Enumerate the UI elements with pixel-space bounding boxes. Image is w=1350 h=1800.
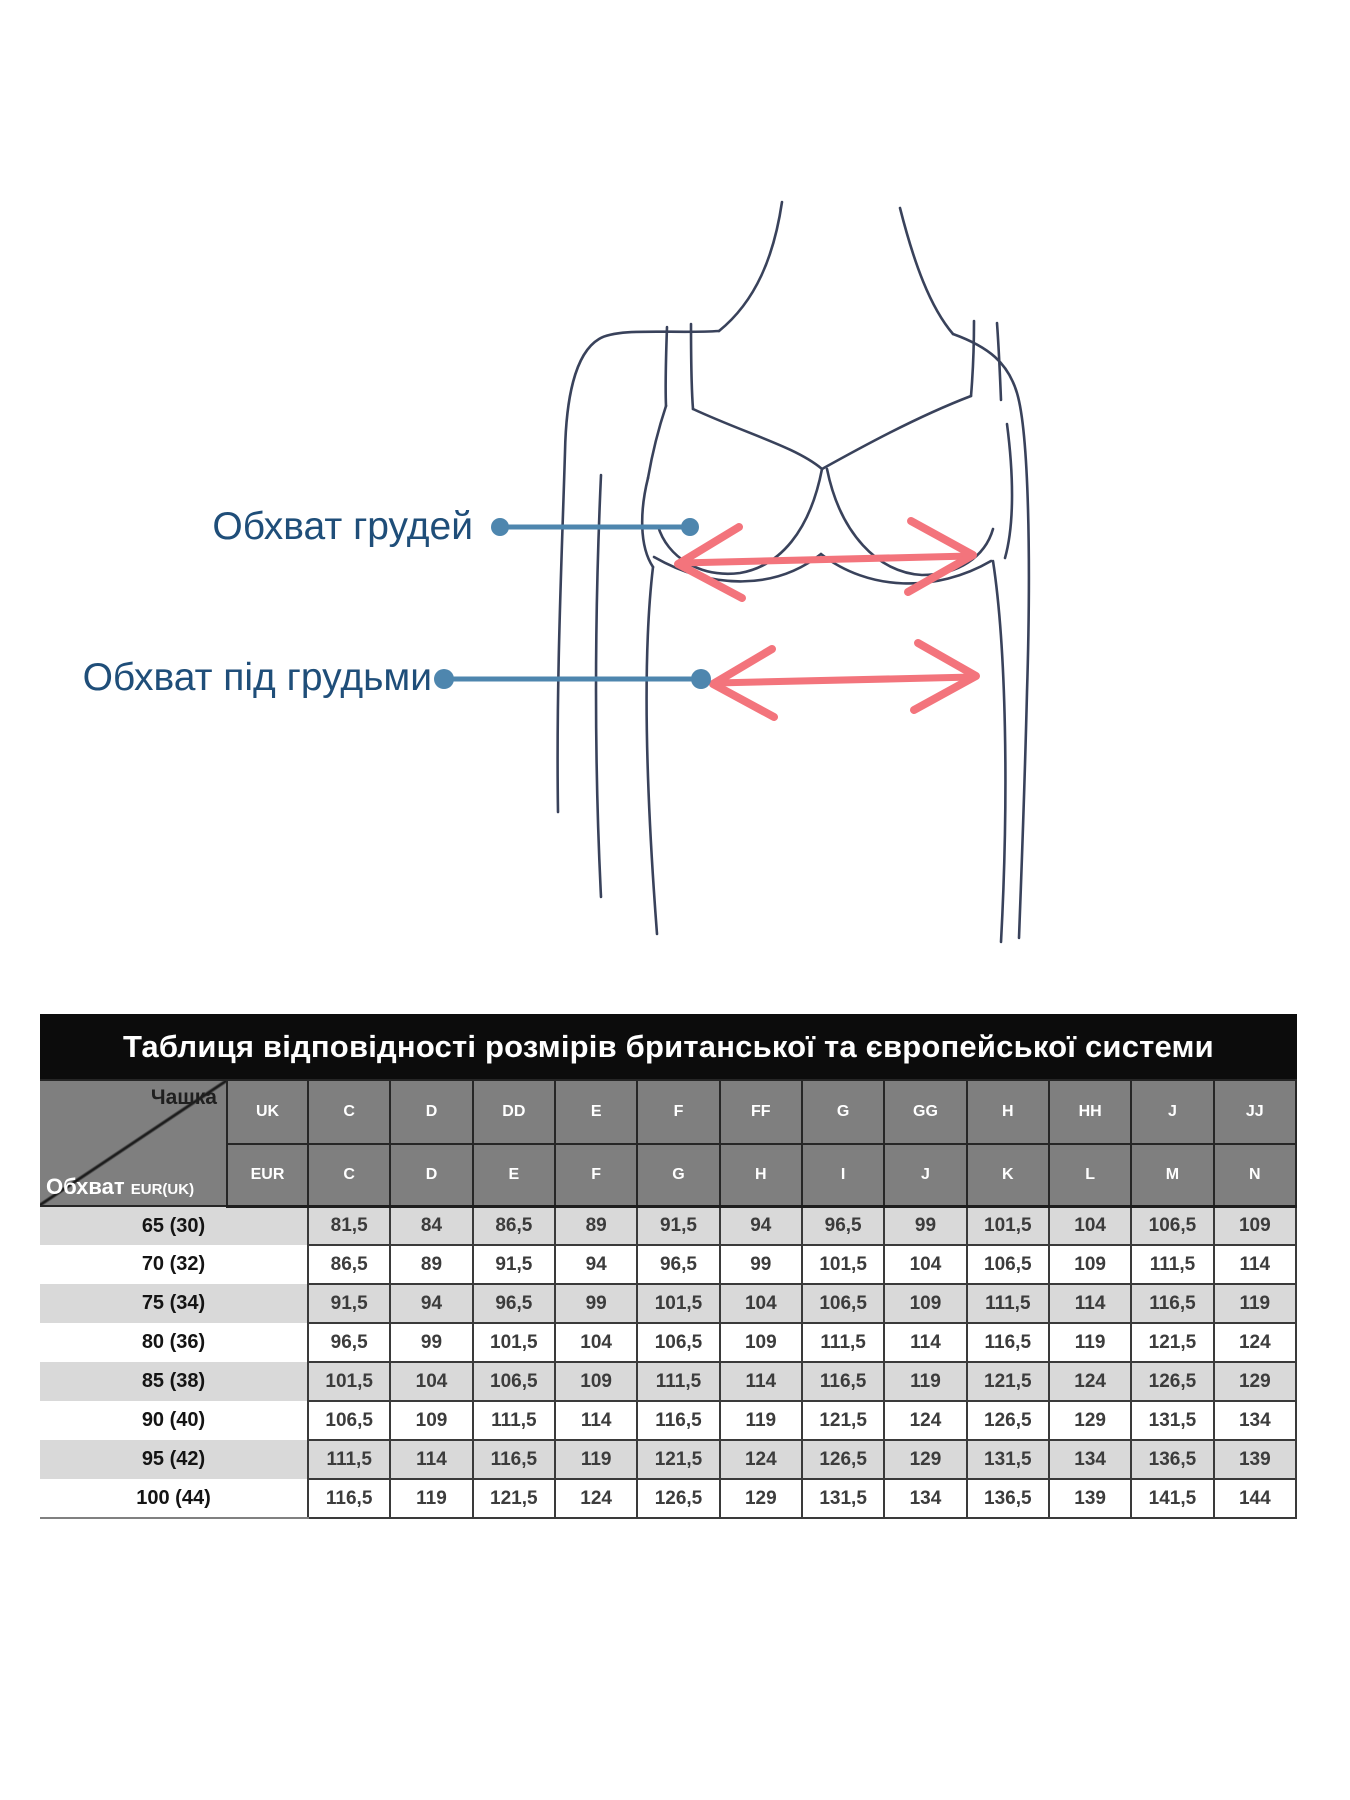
size-value-cell: 126,5 xyxy=(637,1479,719,1518)
size-table-section xyxy=(40,1014,1297,1519)
corner-girth-units: EUR(UK) xyxy=(130,1181,195,1198)
size-value-cell: 124 xyxy=(1214,1323,1296,1362)
table-row xyxy=(40,1479,1296,1518)
bust-label-connector xyxy=(491,518,699,536)
cup-header-uk: G xyxy=(802,1080,884,1144)
size-value-cell: 94 xyxy=(720,1206,802,1245)
size-value-cell: 119 xyxy=(884,1362,966,1401)
size-value-cell: 144 xyxy=(1214,1479,1296,1518)
size-value-cell: 126,5 xyxy=(802,1440,884,1479)
size-value-cell: 109 xyxy=(884,1284,966,1323)
size-value-cell: 106,5 xyxy=(967,1245,1049,1284)
cup-header-eur: C xyxy=(308,1144,390,1206)
size-value-cell: 114 xyxy=(1214,1245,1296,1284)
cup-header-eur: G xyxy=(637,1144,719,1206)
size-value-cell: 129 xyxy=(884,1440,966,1479)
size-value-cell: 134 xyxy=(1049,1440,1131,1479)
cup-header-eur: I xyxy=(802,1144,884,1206)
size-value-cell: 116,5 xyxy=(967,1323,1049,1362)
row-label-underbust-size: 80 (36) xyxy=(40,1323,308,1362)
size-value-cell: 116,5 xyxy=(1131,1284,1213,1323)
bust-label: Обхват грудей xyxy=(212,505,473,548)
size-value-cell: 101,5 xyxy=(802,1245,884,1284)
size-value-cell: 116,5 xyxy=(473,1440,555,1479)
size-value-cell: 101,5 xyxy=(967,1206,1049,1245)
cup-header-uk: D xyxy=(390,1080,472,1144)
size-value-cell: 111,5 xyxy=(967,1284,1049,1323)
size-value-cell: 119 xyxy=(1049,1323,1131,1362)
table-row xyxy=(40,1206,1296,1245)
row-label-underbust-size: 90 (40) xyxy=(40,1401,308,1440)
size-value-cell: 111,5 xyxy=(1131,1245,1213,1284)
cup-header-uk: J xyxy=(1131,1080,1213,1144)
size-value-cell: 94 xyxy=(555,1245,637,1284)
size-value-cell: 99 xyxy=(884,1206,966,1245)
cup-header-eur: D xyxy=(390,1144,472,1206)
size-value-cell: 124 xyxy=(1049,1362,1131,1401)
size-value-cell: 86,5 xyxy=(308,1245,390,1284)
row-label-underbust-size: 70 (32) xyxy=(40,1245,308,1284)
cup-header-uk: JJ xyxy=(1214,1080,1296,1144)
armpit-right-line xyxy=(1005,424,1012,558)
size-value-cell: 131,5 xyxy=(1131,1401,1213,1440)
row-label-underbust-size: 95 (42) xyxy=(40,1440,308,1479)
size-value-cell: 104 xyxy=(720,1284,802,1323)
size-value-cell: 119 xyxy=(1214,1284,1296,1323)
cup-header-eur: L xyxy=(1049,1144,1131,1206)
neck-left-line xyxy=(719,202,782,331)
size-value-cell: 136,5 xyxy=(967,1479,1049,1518)
size-value-cell: 121,5 xyxy=(802,1401,884,1440)
torso-left-line xyxy=(646,567,657,934)
table-title: Таблиця відповідності розмірів британської та європейської системи xyxy=(40,1014,1297,1079)
cup-header-eur: K xyxy=(967,1144,1049,1206)
size-value-cell: 96,5 xyxy=(802,1206,884,1245)
size-value-cell: 114 xyxy=(390,1440,472,1479)
table-row xyxy=(40,1362,1296,1401)
uk-system-label: UK xyxy=(227,1080,308,1144)
size-value-cell: 129 xyxy=(1214,1362,1296,1401)
table-row xyxy=(40,1401,1296,1440)
size-value-cell: 116,5 xyxy=(802,1362,884,1401)
size-value-cell: 126,5 xyxy=(967,1401,1049,1440)
size-value-cell: 106,5 xyxy=(308,1401,390,1440)
eur-system-label: EUR xyxy=(227,1144,308,1206)
cup-header-eur: J xyxy=(884,1144,966,1206)
size-value-cell: 121,5 xyxy=(1131,1323,1213,1362)
size-value-cell: 101,5 xyxy=(637,1284,719,1323)
size-value-cell: 134 xyxy=(884,1479,966,1518)
size-value-cell: 96,5 xyxy=(637,1245,719,1284)
cup-side-left-line xyxy=(648,406,666,478)
size-table xyxy=(40,1079,1297,1519)
cup-header-eur: N xyxy=(1214,1144,1296,1206)
size-value-cell: 81,5 xyxy=(308,1206,390,1245)
header-row-uk xyxy=(40,1080,1296,1144)
size-value-cell: 129 xyxy=(1049,1401,1131,1440)
size-value-cell: 106,5 xyxy=(1131,1206,1213,1245)
size-value-cell: 96,5 xyxy=(473,1284,555,1323)
size-value-cell: 109 xyxy=(720,1323,802,1362)
size-value-cell: 91,5 xyxy=(473,1245,555,1284)
size-value-cell: 124 xyxy=(720,1440,802,1479)
cup-header-uk: GG xyxy=(884,1080,966,1144)
cup-header-uk: DD xyxy=(473,1080,555,1144)
size-value-cell: 136,5 xyxy=(1131,1440,1213,1479)
corner-cup-label: Чашка xyxy=(150,1086,217,1109)
table-row xyxy=(40,1245,1296,1284)
size-value-cell: 109 xyxy=(390,1401,472,1440)
size-value-cell: 124 xyxy=(555,1479,637,1518)
size-value-cell: 99 xyxy=(555,1284,637,1323)
corner-girth-word: Обхват xyxy=(46,1174,125,1199)
size-value-cell: 109 xyxy=(1214,1206,1296,1245)
size-value-cell: 124 xyxy=(884,1401,966,1440)
size-value-cell: 104 xyxy=(884,1245,966,1284)
size-value-cell: 111,5 xyxy=(308,1440,390,1479)
table-row xyxy=(40,1440,1296,1479)
size-value-cell: 139 xyxy=(1049,1479,1131,1518)
size-value-cell: 121,5 xyxy=(637,1440,719,1479)
size-value-cell: 121,5 xyxy=(967,1362,1049,1401)
header-row-eur xyxy=(40,1144,1296,1206)
row-label-underbust-size: 65 (30) xyxy=(40,1206,308,1245)
size-value-cell: 111,5 xyxy=(473,1401,555,1440)
row-label-underbust-size: 85 (38) xyxy=(40,1362,308,1401)
size-value-cell: 89 xyxy=(555,1206,637,1245)
row-label-underbust-size: 100 (44) xyxy=(40,1479,308,1518)
shoulder-arm-right-line xyxy=(953,334,1029,938)
cup-header-uk: F xyxy=(637,1080,719,1144)
size-value-cell: 99 xyxy=(390,1323,472,1362)
size-value-cell: 96,5 xyxy=(308,1323,390,1362)
corner-cell xyxy=(40,1080,227,1206)
size-value-cell: 114 xyxy=(1049,1284,1131,1323)
cup-header-uk: E xyxy=(555,1080,637,1144)
size-value-cell: 126,5 xyxy=(1131,1362,1213,1401)
size-value-cell: 104 xyxy=(1049,1206,1131,1245)
size-value-cell: 94 xyxy=(390,1284,472,1323)
cup-header-uk: C xyxy=(308,1080,390,1144)
size-value-cell: 89 xyxy=(390,1245,472,1284)
size-value-cell: 109 xyxy=(555,1362,637,1401)
size-value-cell: 131,5 xyxy=(967,1440,1049,1479)
corner-girth-label xyxy=(46,1174,194,1200)
cup-header-uk: FF xyxy=(720,1080,802,1144)
cup-header-eur: E xyxy=(473,1144,555,1206)
size-value-cell: 106,5 xyxy=(473,1362,555,1401)
size-value-cell: 116,5 xyxy=(637,1401,719,1440)
size-value-cell: 111,5 xyxy=(802,1323,884,1362)
underbust-measure-arrow xyxy=(713,643,976,717)
size-value-cell: 114 xyxy=(884,1323,966,1362)
cup-top-right-line xyxy=(822,396,971,469)
strap-right-inner-line xyxy=(971,321,974,396)
size-value-cell: 106,5 xyxy=(637,1323,719,1362)
size-value-cell: 99 xyxy=(720,1245,802,1284)
size-value-cell: 101,5 xyxy=(473,1323,555,1362)
size-value-cell: 104 xyxy=(390,1362,472,1401)
size-value-cell: 84 xyxy=(390,1206,472,1245)
size-value-cell: 106,5 xyxy=(802,1284,884,1323)
size-value-cell: 86,5 xyxy=(473,1206,555,1245)
cup-header-eur: H xyxy=(720,1144,802,1206)
size-value-cell: 139 xyxy=(1214,1440,1296,1479)
size-value-cell: 129 xyxy=(720,1479,802,1518)
size-value-cell: 121,5 xyxy=(473,1479,555,1518)
bust-measure-arrow xyxy=(678,521,973,598)
size-value-cell: 109 xyxy=(1049,1245,1131,1284)
row-label-underbust-size: 75 (34) xyxy=(40,1284,308,1323)
size-value-cell: 114 xyxy=(720,1362,802,1401)
size-value-cell: 101,5 xyxy=(308,1362,390,1401)
strap-left-outer-line xyxy=(666,327,667,406)
size-value-cell: 111,5 xyxy=(637,1362,719,1401)
neck-right-line xyxy=(900,208,953,334)
cup-header-uk: H xyxy=(967,1080,1049,1144)
size-value-cell: 141,5 xyxy=(1131,1479,1213,1518)
underbust-label-connector xyxy=(434,669,711,689)
size-value-cell: 116,5 xyxy=(308,1479,390,1518)
cup-header-uk: HH xyxy=(1049,1080,1131,1144)
size-value-cell: 119 xyxy=(390,1479,472,1518)
table-row xyxy=(40,1284,1296,1323)
arm-inner-left-line xyxy=(596,475,601,897)
cup-top-left-line xyxy=(693,409,822,469)
size-value-cell: 131,5 xyxy=(802,1479,884,1518)
strap-right-outer-line xyxy=(997,323,1001,400)
underbust-label: Обхват під грудьми xyxy=(82,656,432,699)
cup-header-eur: F xyxy=(555,1144,637,1206)
size-value-cell: 114 xyxy=(555,1401,637,1440)
cup-header-eur: M xyxy=(1131,1144,1213,1206)
size-value-cell: 119 xyxy=(555,1440,637,1479)
armpit-left-line xyxy=(642,478,653,567)
table-row xyxy=(40,1323,1296,1362)
size-value-cell: 119 xyxy=(720,1401,802,1440)
size-value-cell: 104 xyxy=(555,1323,637,1362)
strap-left-inner-line xyxy=(691,324,693,409)
size-value-cell: 134 xyxy=(1214,1401,1296,1440)
torso-right-line xyxy=(993,561,1005,942)
size-value-cell: 91,5 xyxy=(308,1284,390,1323)
size-value-cell: 91,5 xyxy=(637,1206,719,1245)
